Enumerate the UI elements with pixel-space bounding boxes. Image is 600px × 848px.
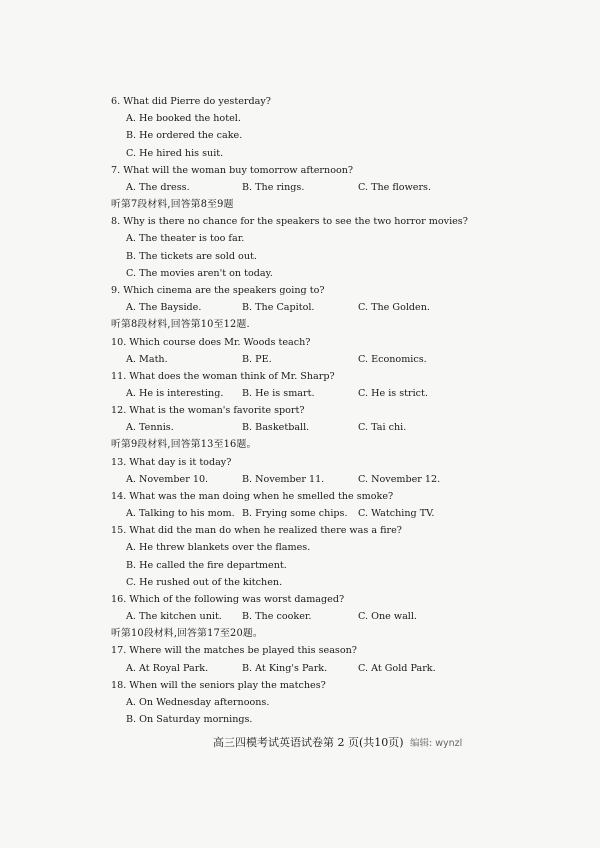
option-10a: A. Math. xyxy=(126,354,168,365)
option-8c: C. The movies aren't on today. xyxy=(126,268,273,279)
question-9: 9. Which cinema are the speakers going to? xyxy=(111,285,325,296)
question-17: 17. Where will the matches be played this season? xyxy=(111,645,357,656)
option-18a: A. On Wednesday afternoons. xyxy=(126,697,270,708)
option-14a: A. Talking to his mom. xyxy=(126,508,235,519)
option-10b: B. PE. xyxy=(242,354,272,365)
option-16c: C. One wall. xyxy=(358,611,417,622)
option-6b: B. He ordered the cake. xyxy=(126,130,243,141)
section-header-10: 听第10段材料,回答第17至20题。 xyxy=(111,628,263,639)
section-header-7: 听第7段材料,回答第8至9题 xyxy=(111,199,234,210)
page-footer: 高三四模考试英语试卷第 2 页(共10页) xyxy=(213,736,404,749)
section-header-9: 听第9段材料,回答第13至16题。 xyxy=(111,439,257,450)
option-6a: A. He booked the hotel. xyxy=(126,113,241,124)
question-12: 12. What is the woman's favorite sport? xyxy=(111,405,305,416)
option-11b: B. He is smart. xyxy=(242,388,315,399)
option-7c: C. The flowers. xyxy=(358,182,432,193)
option-12c: C. Tai chi. xyxy=(358,422,407,433)
option-17b: B. At King's Park. xyxy=(242,663,328,674)
option-13b: B. November 11. xyxy=(242,474,325,485)
question-15: 15. What did the man do when he realized there was a fire? xyxy=(111,525,402,536)
option-13a: A. November 10. xyxy=(126,474,209,485)
option-13c: C. November 12. xyxy=(358,474,441,485)
option-12b: B. Basketball. xyxy=(242,422,310,433)
editor-credit: 编辑: wynzl xyxy=(410,738,463,749)
option-7a: A. The dress. xyxy=(126,182,190,193)
question-7: 7. What will the woman buy tomorrow afternoon? xyxy=(111,165,354,176)
question-14: 14. What was the man doing when he smelled the smoke? xyxy=(111,491,394,502)
question-8: 8. Why is there no chance for the speakers to see the two horror movies? xyxy=(111,216,468,227)
option-15a: A. He threw blankets over the flames. xyxy=(126,542,311,553)
option-14b: B. Frying some chips. xyxy=(242,508,348,519)
option-17a: A. At Royal Park. xyxy=(126,663,209,674)
section-header-8: 听第8段材料,回答第10至12题. xyxy=(111,319,250,330)
option-10c: C. Economics. xyxy=(358,354,427,365)
option-15b: B. He called the fire department. xyxy=(126,560,287,571)
option-11a: A. He is interesting. xyxy=(126,388,224,399)
question-6: 6. What did Pierre do yesterday? xyxy=(111,96,271,107)
option-8b: B. The tickets are sold out. xyxy=(126,251,257,262)
option-9c: C. The Golden. xyxy=(358,302,430,313)
option-15c: C. He rushed out of the kitchen. xyxy=(126,577,283,588)
option-16a: A. The kitchen unit. xyxy=(126,611,222,622)
question-10: 10. Which course does Mr. Woods teach? xyxy=(111,337,311,348)
question-16: 16. Which of the following was worst damaged? xyxy=(111,594,345,605)
option-7b: B. The rings. xyxy=(242,182,305,193)
option-18b: B. On Saturday mornings. xyxy=(126,714,253,725)
question-11: 11. What does the woman think of Mr. Sharp? xyxy=(111,371,335,382)
option-16b: B. The cooker. xyxy=(242,611,312,622)
option-14c: C. Watching TV. xyxy=(358,508,435,519)
question-13: 13. What day is it today? xyxy=(111,457,232,468)
question-18: 18. When will the seniors play the matches? xyxy=(111,680,326,691)
option-17c: C. At Gold Park. xyxy=(358,663,436,674)
option-9a: A. The Bayside. xyxy=(126,302,202,313)
option-11c: C. He is strict. xyxy=(358,388,428,399)
option-9b: B. The Capitol. xyxy=(242,302,315,313)
option-8a: A. The theater is too far. xyxy=(126,233,245,244)
option-12a: A. Tennis. xyxy=(126,422,174,433)
option-6c: C. He hired his suit. xyxy=(126,148,224,159)
